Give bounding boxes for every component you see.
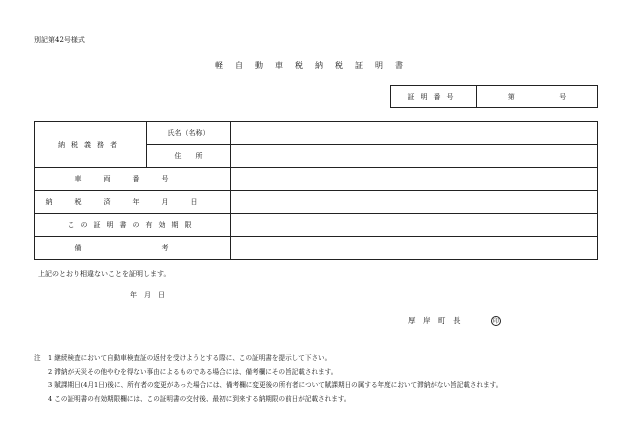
- certification-statement: 上記のとおり相違ないことを証明します。: [38, 270, 171, 278]
- name-value[interactable]: [231, 122, 598, 145]
- payment-date-value[interactable]: [231, 191, 598, 214]
- issuer-title: 厚 岸 町 長: [408, 316, 461, 325]
- note-item: 2 滞納が天災その他やむを得ない事由によるものである場合には、備考欄にその旨記載されます。: [48, 367, 338, 376]
- vehicle-number-label: 車両番号: [35, 168, 231, 191]
- validity-value[interactable]: [231, 214, 598, 237]
- vehicle-number-value[interactable]: [231, 168, 598, 191]
- certificate-number-label: 証明番号: [391, 86, 477, 108]
- notes-header: 注: [34, 354, 41, 362]
- taxpayer-label: 納税義務者: [35, 122, 147, 168]
- document-title: 軽自動車税納税証明書: [215, 61, 415, 70]
- payment-date-label: 納税済年月日: [35, 191, 231, 214]
- note-item: 4 この証明書の有効期限欄には、この証明書の交付後、最初に到来する納期限の前日が記載されます。: [48, 394, 351, 403]
- address-value[interactable]: [231, 145, 598, 168]
- certificate-number-cell[interactable]: [477, 86, 598, 108]
- date-line: 年 月 日: [130, 291, 165, 299]
- certificate-number-table: [390, 85, 598, 108]
- note-item: 1 継続検査において自動車検査証の返付を受けようとする際に、この証明書を提示して下さい。: [48, 354, 332, 362]
- certificate-number-suffix: 号: [559, 92, 567, 101]
- address-label: 住 所: [147, 145, 231, 168]
- note-item: 3 賦課期日(4月1日)後に、所有者の変更があった場合には、備考欄に変更後の所有者について賦課期日の属する年度において滞納がない旨記載されます。: [48, 381, 503, 389]
- form-number: 別記第42号様式: [34, 36, 85, 44]
- validity-label: この証明書の有効期限: [35, 214, 231, 237]
- name-label: 氏名（名称）: [147, 122, 231, 145]
- tax-certificate-table: [34, 121, 598, 260]
- remarks-value[interactable]: [231, 237, 598, 260]
- remarks-label: 備 考: [35, 237, 231, 260]
- seal-mark: 印: [492, 318, 499, 325]
- notes-section: [34, 352, 502, 406]
- issuer-block: [408, 315, 501, 326]
- certificate-number-prefix: 第: [507, 92, 515, 101]
